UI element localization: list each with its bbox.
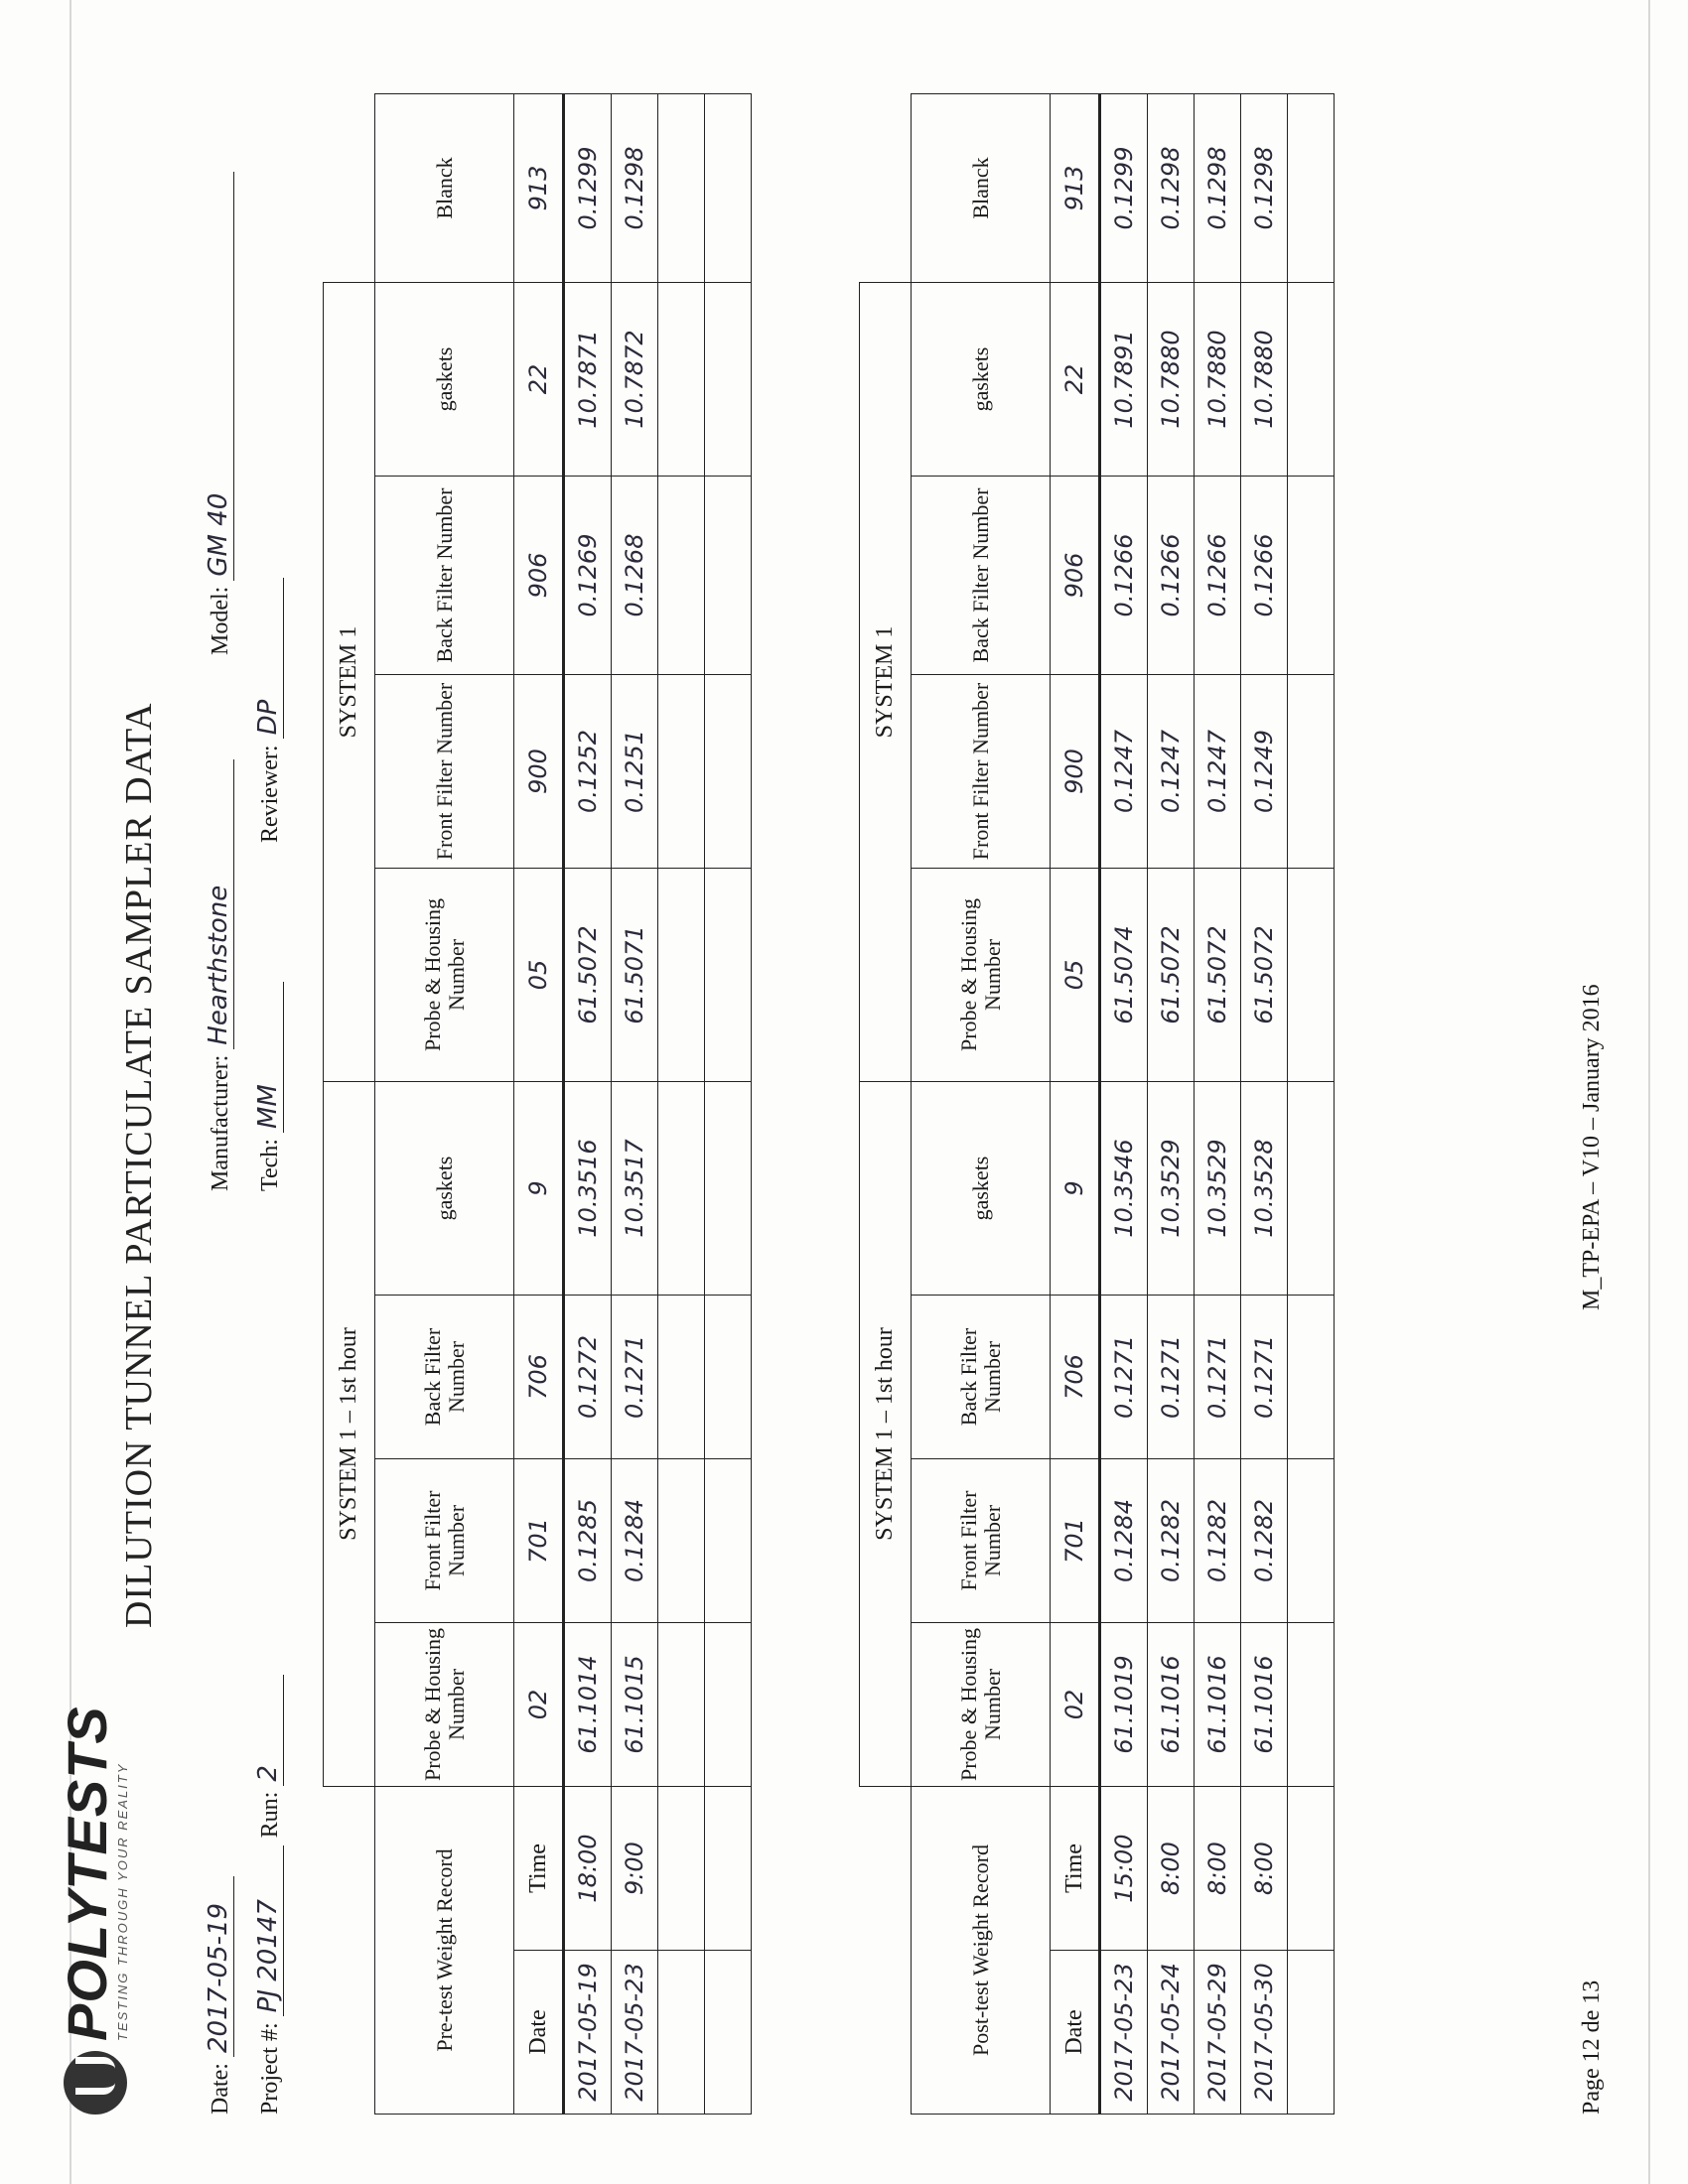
table-cell — [658, 1459, 705, 1623]
table-row — [705, 94, 752, 2115]
table-cell — [658, 1787, 705, 1951]
id-cell: 9 — [514, 1082, 564, 1296]
table-cell: 2017-05-23 — [1100, 1951, 1148, 2115]
tech-field — [253, 578, 284, 1191]
page-number: Page 12 de 13 — [1579, 1979, 1605, 2115]
table-cell: 0.1271 — [1241, 1296, 1288, 1459]
table-cell: 10.3517 — [612, 1082, 658, 1296]
table-cell — [705, 675, 752, 869]
table-cell: 2017-05-29 — [1195, 1951, 1241, 2115]
brand-name: POLYTESTS — [56, 1706, 118, 2041]
table-cell: 0.1269 — [564, 477, 612, 675]
id-cell: 02 — [514, 1623, 564, 1787]
table-cell: 10.3546 — [1100, 1082, 1148, 1296]
table-cell — [1288, 869, 1335, 1082]
posttest-rows — [1100, 94, 1335, 2115]
table-cell — [1288, 1623, 1335, 1787]
date-value: 2017-05-19 — [204, 1876, 234, 2057]
col-back-filter: Back Filter Number — [375, 1296, 514, 1459]
pretest-rows — [564, 94, 752, 2115]
id-cell: 913 — [1051, 94, 1100, 283]
id-cell: 22 — [1051, 283, 1100, 477]
col-probe-housing: Probe & Housing Number — [912, 1623, 1051, 1787]
table-cell: 0.1298 — [612, 94, 658, 283]
table-row — [1241, 94, 1288, 2115]
table-cell — [705, 869, 752, 1082]
scan-artifact-line — [1648, 0, 1650, 2184]
table-cell — [658, 1951, 705, 2115]
model-value: GM 40 — [204, 172, 234, 581]
table-cell: 0.1252 — [564, 675, 612, 869]
table-cell: 0.1284 — [1100, 1459, 1148, 1623]
brand-logo — [56, 1706, 130, 2115]
col-date: Date — [1051, 1951, 1100, 2115]
manufacturer-label: Manufacturer: — [208, 1054, 233, 1191]
table-cell: 0.1266 — [1195, 477, 1241, 675]
id-cell: 706 — [514, 1296, 564, 1459]
reviewer-label: Reviewer: — [257, 745, 283, 844]
id-cell: 701 — [514, 1459, 564, 1623]
polytests-logo-icon — [64, 2051, 127, 2115]
tech-value: MM — [253, 982, 284, 1133]
table-cell: 61.1016 — [1195, 1623, 1241, 1787]
id-cell: 900 — [1051, 675, 1100, 869]
table-cell — [658, 1623, 705, 1787]
table-cell — [658, 94, 705, 283]
project-field — [253, 1675, 284, 2115]
table-cell: 61.1014 — [564, 1623, 612, 1787]
table-cell: 61.5072 — [564, 869, 612, 1082]
table-cell: 2017-05-19 — [564, 1951, 612, 2115]
id-cell: 701 — [1051, 1459, 1100, 1623]
table-cell: 0.1298 — [1241, 94, 1288, 283]
table-cell: 0.1271 — [1195, 1296, 1241, 1459]
table-cell: 61.1016 — [1241, 1623, 1288, 1787]
table-cell: 10.7872 — [612, 283, 658, 477]
col-back-filter: Back Filter Number — [912, 477, 1051, 675]
col-front-filter: Front Filter Number — [375, 675, 514, 869]
table-cell — [658, 869, 705, 1082]
table-cell: 2017-05-30 — [1241, 1951, 1288, 2115]
run-value: 2 — [253, 1675, 284, 1786]
table-row — [612, 94, 658, 2115]
tech-label: Tech: — [257, 1139, 283, 1191]
table-cell: 61.5072 — [1148, 869, 1195, 1082]
table-cell: 0.1266 — [1241, 477, 1288, 675]
table-cell: 61.5071 — [612, 869, 658, 1082]
id-cell: 900 — [514, 675, 564, 869]
col-back-filter: Back Filter Number — [375, 477, 514, 675]
table-cell: 15:00 — [1100, 1787, 1148, 1951]
group-header-system1-1st-hour: SYSTEM 1 – 1st hour — [324, 1082, 375, 1787]
col-front-filter: Front Filter Number — [912, 1459, 1051, 1623]
col-time: Time — [514, 1787, 564, 1951]
model-label: Model: — [208, 586, 233, 655]
table-cell: 2017-05-23 — [612, 1951, 658, 2115]
table-cell — [1288, 477, 1335, 675]
table-cell: 61.1015 — [612, 1623, 658, 1787]
posttest-record-label: Post-test Weight Record — [912, 1787, 1051, 2115]
table-cell — [658, 477, 705, 675]
table-row — [658, 94, 705, 2115]
table-cell: 0.1282 — [1195, 1459, 1241, 1623]
manufacturer-field — [204, 759, 234, 1191]
table-cell: 0.1266 — [1100, 477, 1148, 675]
table-cell — [1288, 1787, 1335, 1951]
table-cell: 0.1251 — [612, 675, 658, 869]
table-cell: 0.1249 — [1241, 675, 1288, 869]
table-cell: 8:00 — [1195, 1787, 1241, 1951]
table-cell: 8:00 — [1241, 1787, 1288, 1951]
table-cell — [1288, 1296, 1335, 1459]
table-cell: 0.1271 — [612, 1296, 658, 1459]
group-header-system1: SYSTEM 1 — [860, 283, 912, 1082]
col-gaskets: gaskets — [375, 283, 514, 477]
table-cell: 8:00 — [1148, 1787, 1195, 1951]
id-cell: 706 — [1051, 1296, 1100, 1459]
table-cell: 0.1247 — [1148, 675, 1195, 869]
table-cell: 10.3516 — [564, 1082, 612, 1296]
pretest-record-label: Pre-test Weight Record — [375, 1787, 514, 2115]
col-blanck: Blanck — [375, 94, 514, 283]
col-time: Time — [1051, 1787, 1100, 1951]
table-cell: 0.1268 — [612, 477, 658, 675]
table-cell — [705, 1623, 752, 1787]
table-row — [1288, 94, 1335, 2115]
group-header-system1: SYSTEM 1 — [324, 283, 375, 1082]
table-cell: 0.1299 — [564, 94, 612, 283]
table-cell — [705, 1082, 752, 1296]
table-cell: 0.1284 — [612, 1459, 658, 1623]
table-cell — [658, 1296, 705, 1459]
table-cell: 0.1285 — [564, 1459, 612, 1623]
table-cell: 18:00 — [564, 1787, 612, 1951]
table-row — [1100, 94, 1148, 2115]
table-cell: 0.1299 — [1100, 94, 1148, 283]
page-title: DILUTION TUNNEL PARTICULATE SAMPLER DATA — [118, 702, 160, 1628]
table-cell: 0.1271 — [1100, 1296, 1148, 1459]
table-cell: 0.1271 — [1148, 1296, 1195, 1459]
pretest-weight-table — [323, 93, 752, 2115]
table-row — [1195, 94, 1241, 2115]
col-back-filter: Back Filter Number — [912, 1296, 1051, 1459]
table-cell: 10.3528 — [1241, 1082, 1288, 1296]
table-cell — [658, 675, 705, 869]
table-cell: 10.3529 — [1195, 1082, 1241, 1296]
col-probe-housing: Probe & Housing Number — [375, 1623, 514, 1787]
table-cell: 10.7880 — [1148, 283, 1195, 477]
table-cell — [705, 94, 752, 283]
table-cell: 10.7880 — [1195, 283, 1241, 477]
table-cell: 10.7871 — [564, 283, 612, 477]
table-cell: 0.1247 — [1100, 675, 1148, 869]
id-cell: 02 — [1051, 1623, 1100, 1787]
col-gaskets: gaskets — [375, 1082, 514, 1296]
id-cell: 913 — [514, 94, 564, 283]
table-cell: 61.1019 — [1100, 1623, 1148, 1787]
col-blanck: Blanck — [912, 94, 1051, 283]
table-cell — [1288, 1951, 1335, 2115]
document-id: M_TP-EPA – V10 – January 2016 — [1579, 984, 1605, 1310]
manufacturer-value: Hearthstone — [204, 759, 234, 1049]
table-cell — [1288, 1459, 1335, 1623]
table-cell: 9:00 — [612, 1787, 658, 1951]
col-front-filter: Front Filter Number — [375, 1459, 514, 1623]
table-cell — [705, 1459, 752, 1623]
id-cell: 05 — [514, 869, 564, 1082]
group-header-system1-1st-hour: SYSTEM 1 – 1st hour — [860, 1082, 912, 1787]
table-cell: 61.5074 — [1100, 869, 1148, 1082]
table-cell — [1288, 283, 1335, 477]
id-cell: 906 — [514, 477, 564, 675]
table-cell: 61.1016 — [1148, 1623, 1195, 1787]
table-cell: 0.1298 — [1148, 94, 1195, 283]
table-cell: 0.1282 — [1148, 1459, 1195, 1623]
date-label: Date: — [208, 2063, 233, 2115]
date-field — [204, 1876, 234, 2115]
model-field — [204, 172, 234, 655]
table-cell: 61.5072 — [1241, 869, 1288, 1082]
col-probe-housing: Probe & Housing Number — [912, 869, 1051, 1082]
id-cell: 05 — [1051, 869, 1100, 1082]
table-cell — [1288, 675, 1335, 869]
table-cell: 10.7880 — [1241, 283, 1288, 477]
reviewer-value: DP — [253, 578, 284, 739]
table-cell — [658, 283, 705, 477]
table-cell: 0.1298 — [1195, 94, 1241, 283]
table-cell: 10.3529 — [1148, 1082, 1195, 1296]
id-cell: 906 — [1051, 477, 1100, 675]
table-cell — [705, 1951, 752, 2115]
id-cell: 22 — [514, 283, 564, 477]
table-cell — [1288, 1082, 1335, 1296]
project-value: PJ 20147 — [253, 1845, 284, 2016]
table-cell: 61.5072 — [1195, 869, 1241, 1082]
project-label: Project #: — [257, 2022, 283, 2115]
posttest-weight-table — [859, 93, 1335, 2115]
table-cell: 10.7891 — [1100, 283, 1148, 477]
table-row — [564, 94, 612, 2115]
run-label: Run: — [257, 1791, 283, 1839]
col-probe-housing: Probe & Housing Number — [375, 869, 514, 1082]
table-cell: 0.1282 — [1241, 1459, 1288, 1623]
table-cell — [658, 1082, 705, 1296]
table-cell: 2017-05-24 — [1148, 1951, 1195, 2115]
table-cell — [705, 1787, 752, 1951]
col-front-filter: Front Filter Number — [912, 675, 1051, 869]
table-cell: 0.1247 — [1195, 675, 1241, 869]
id-cell: 9 — [1051, 1082, 1100, 1296]
col-gaskets: gaskets — [912, 283, 1051, 477]
table-cell: 0.1266 — [1148, 477, 1195, 675]
table-row — [1148, 94, 1195, 2115]
col-date: Date — [514, 1951, 564, 2115]
brand-tagline: TESTING THROUGH YOUR REALITY — [115, 1762, 130, 2041]
col-gaskets: gaskets — [912, 1082, 1051, 1296]
table-cell — [705, 1296, 752, 1459]
table-cell — [1288, 94, 1335, 283]
table-cell — [705, 477, 752, 675]
table-cell — [705, 283, 752, 477]
table-cell: 0.1272 — [564, 1296, 612, 1459]
